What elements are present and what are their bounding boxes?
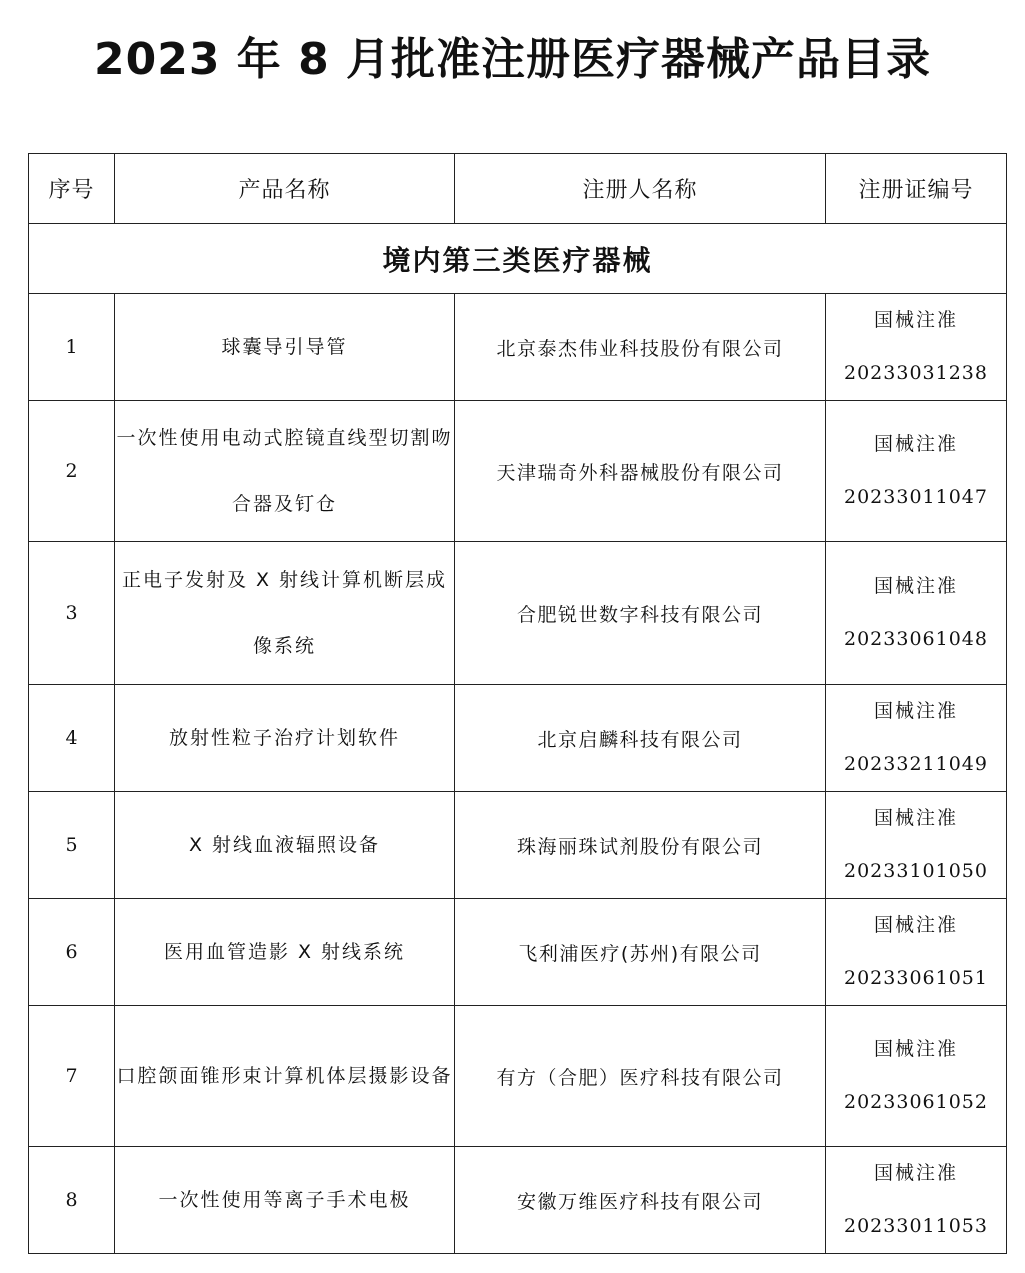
cert-label: 国械注准 [873,1162,958,1184]
table-row [29,792,1007,899]
row-product-name: 球囊导引导管 [115,294,455,401]
cert-number: 20233101050 [844,860,988,882]
row-registrant: 北京泰杰伟业科技股份有限公司 [455,294,826,401]
cert-number: 20233061052 [844,1091,988,1113]
row-registrant: 合肥锐世数字科技有限公司 [455,542,826,685]
cert-label: 国械注准 [873,575,958,597]
cert-number: 20233011053 [844,1215,988,1237]
row-certificate [826,401,1007,542]
table-row [29,685,1007,792]
row-registrant: 天津瑞奇外科器械股份有限公司 [455,401,826,542]
cert-number: 20233011047 [844,486,988,508]
table-row [29,899,1007,1006]
cert-label: 国械注准 [873,1038,958,1060]
row-registrant: 飞利浦医疗(苏州)有限公司 [455,899,826,1006]
row-registrant: 安徽万维医疗科技有限公司 [455,1147,826,1254]
row-no: 2 [29,401,115,542]
row-certificate [826,542,1007,685]
section-row [29,224,1007,294]
row-no: 4 [29,685,115,792]
row-product-name: 一次性使用等离子手术电极 [115,1147,455,1254]
table-header-row [29,154,1007,224]
cert-label: 国械注准 [873,700,958,722]
table-row [29,294,1007,401]
row-no: 5 [29,792,115,899]
row-no: 7 [29,1006,115,1147]
cert-number: 20233061051 [844,967,988,989]
row-certificate [826,899,1007,1006]
row-product-name: 医用血管造影 X 射线系统 [115,899,455,1006]
document-title: 2023 年 8 月批准注册医疗器械产品目录 [93,34,932,85]
header-product-name: 产品名称 [115,154,455,224]
table-row [29,542,1007,685]
row-product-name: 放射性粒子治疗计划软件 [115,685,455,792]
table-row [29,401,1007,542]
row-product-name: 口腔颌面锥形束计算机体层摄影设备 [115,1006,455,1147]
row-no: 1 [29,294,115,401]
cert-label: 国械注准 [873,309,958,331]
row-product-name: 一次性使用电动式腔镜直线型切割吻合器及钉仓 [115,401,455,542]
row-registrant: 珠海丽珠试剂股份有限公司 [455,792,826,899]
cert-number: 20233031238 [844,362,988,384]
section-title: 境内第三类医疗器械 [29,224,1007,294]
header-no: 序号 [29,154,115,224]
row-product-name: X 射线血液辐照设备 [115,792,455,899]
row-certificate [826,792,1007,899]
row-certificate [826,294,1007,401]
row-certificate [826,685,1007,792]
cert-label: 国械注准 [873,433,958,455]
cert-number: 20233211049 [844,753,988,775]
table-row [29,1147,1007,1254]
cert-label: 国械注准 [873,807,958,829]
row-product-name: 正电子发射及 X 射线计算机断层成像系统 [115,542,455,685]
header-registrant: 注册人名称 [455,154,826,224]
row-registrant: 北京启麟科技有限公司 [455,685,826,792]
row-certificate [826,1006,1007,1147]
row-no: 3 [29,542,115,685]
header-certificate-no: 注册证编号 [826,154,1007,224]
device-catalog-table [28,153,1007,1254]
cert-label: 国械注准 [873,914,958,936]
table-row [29,1006,1007,1147]
cert-number: 20233061048 [844,628,988,650]
row-certificate [826,1147,1007,1254]
row-no: 8 [29,1147,115,1254]
row-registrant: 有方（合肥）医疗科技有限公司 [455,1006,826,1147]
row-no: 6 [29,899,115,1006]
